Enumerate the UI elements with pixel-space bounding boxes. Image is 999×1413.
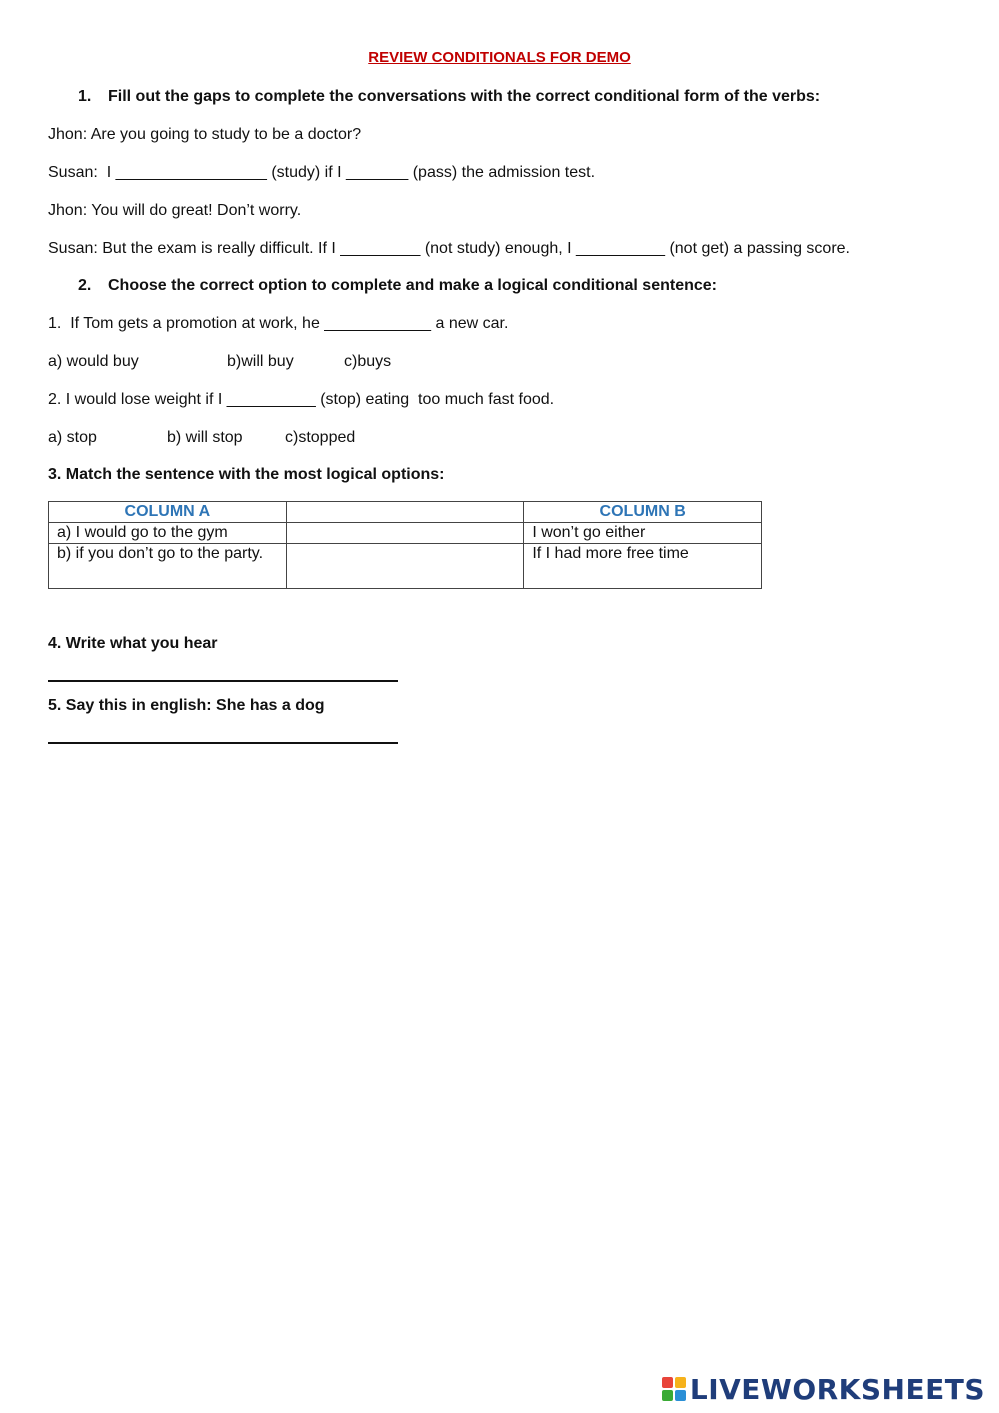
column-a-cell[interactable]: b) if you don’t go to the party. [49, 544, 287, 589]
column-b-header: COLUMN B [524, 502, 762, 523]
liveworksheets-brand [662, 1372, 985, 1406]
dialogue-line: Jhon: You will do great! Don’t worry. [48, 202, 302, 219]
match-answer-cell[interactable] [286, 523, 524, 544]
logo-square [662, 1390, 673, 1401]
q2-instruction: Choose the correct option to complete and make a logical conditional sentence: [108, 277, 717, 294]
logo-square [662, 1377, 673, 1388]
table-header-row [49, 502, 762, 523]
dialogue-line: Jhon: Are you going to study to be a doctor? [48, 126, 362, 143]
q4-instruction: 4. Write what you hear [48, 635, 218, 652]
q2-item-2-option-a[interactable]: a) stop [48, 429, 97, 446]
brand-name: LIVEWORKSHEETS [689, 1372, 985, 1406]
q2-item-1-option-b[interactable]: b)will buy [227, 353, 294, 370]
table-row [49, 523, 762, 544]
dialogue-line[interactable]: Susan: I _________________ (study) if I _______ (pass) the admission test. [48, 164, 596, 181]
column-b-cell[interactable]: I won’t go either [524, 523, 762, 544]
column-middle-header [286, 502, 524, 523]
column-a-cell[interactable]: a) I would go to the gym [49, 523, 287, 544]
q2-item-1-option-a[interactable]: a) would buy [48, 353, 139, 370]
q1-number: 1. [78, 88, 92, 105]
q5-instruction: 5. Say this in english: She has a dog [48, 697, 325, 714]
table-row [49, 544, 762, 589]
logo-square [675, 1377, 686, 1388]
q2-item-2-option-b[interactable]: b) will stop [167, 429, 243, 446]
q2-item-1[interactable]: 1. If Tom gets a promotion at work, he ____________ a new car. [48, 315, 509, 332]
q3-instruction: 3. Match the sentence with the most logical options: [48, 466, 445, 483]
q2-item-2[interactable]: 2. I would lose weight if I __________ (stop) eating too much fast food. [48, 391, 555, 408]
column-b-cell[interactable]: If I had more free time [524, 544, 762, 589]
q2-item-2-option-c[interactable]: c)stopped [285, 429, 356, 446]
q5-answer-line[interactable] [48, 742, 398, 744]
worksheet-title: REVIEW CONDITIONALS FOR DEMO [368, 49, 631, 66]
match-answer-cell[interactable] [286, 544, 524, 589]
q2-item-1-option-c[interactable]: c)buys [344, 353, 392, 370]
logo-square [675, 1390, 686, 1401]
dialogue-line[interactable]: Susan: But the exam is really difficult. If I _________ (not study) enough, I __________ (not get) a passing score. [48, 240, 850, 257]
q4-answer-line[interactable] [48, 680, 398, 682]
column-a-header: COLUMN A [49, 502, 287, 523]
q1-instruction: Fill out the gaps to complete the conversations with the correct conditional form of the verbs: [108, 88, 821, 105]
liveworksheets-logo-icon [662, 1377, 686, 1401]
q2-number: 2. [78, 277, 92, 294]
matching-table [48, 501, 762, 589]
